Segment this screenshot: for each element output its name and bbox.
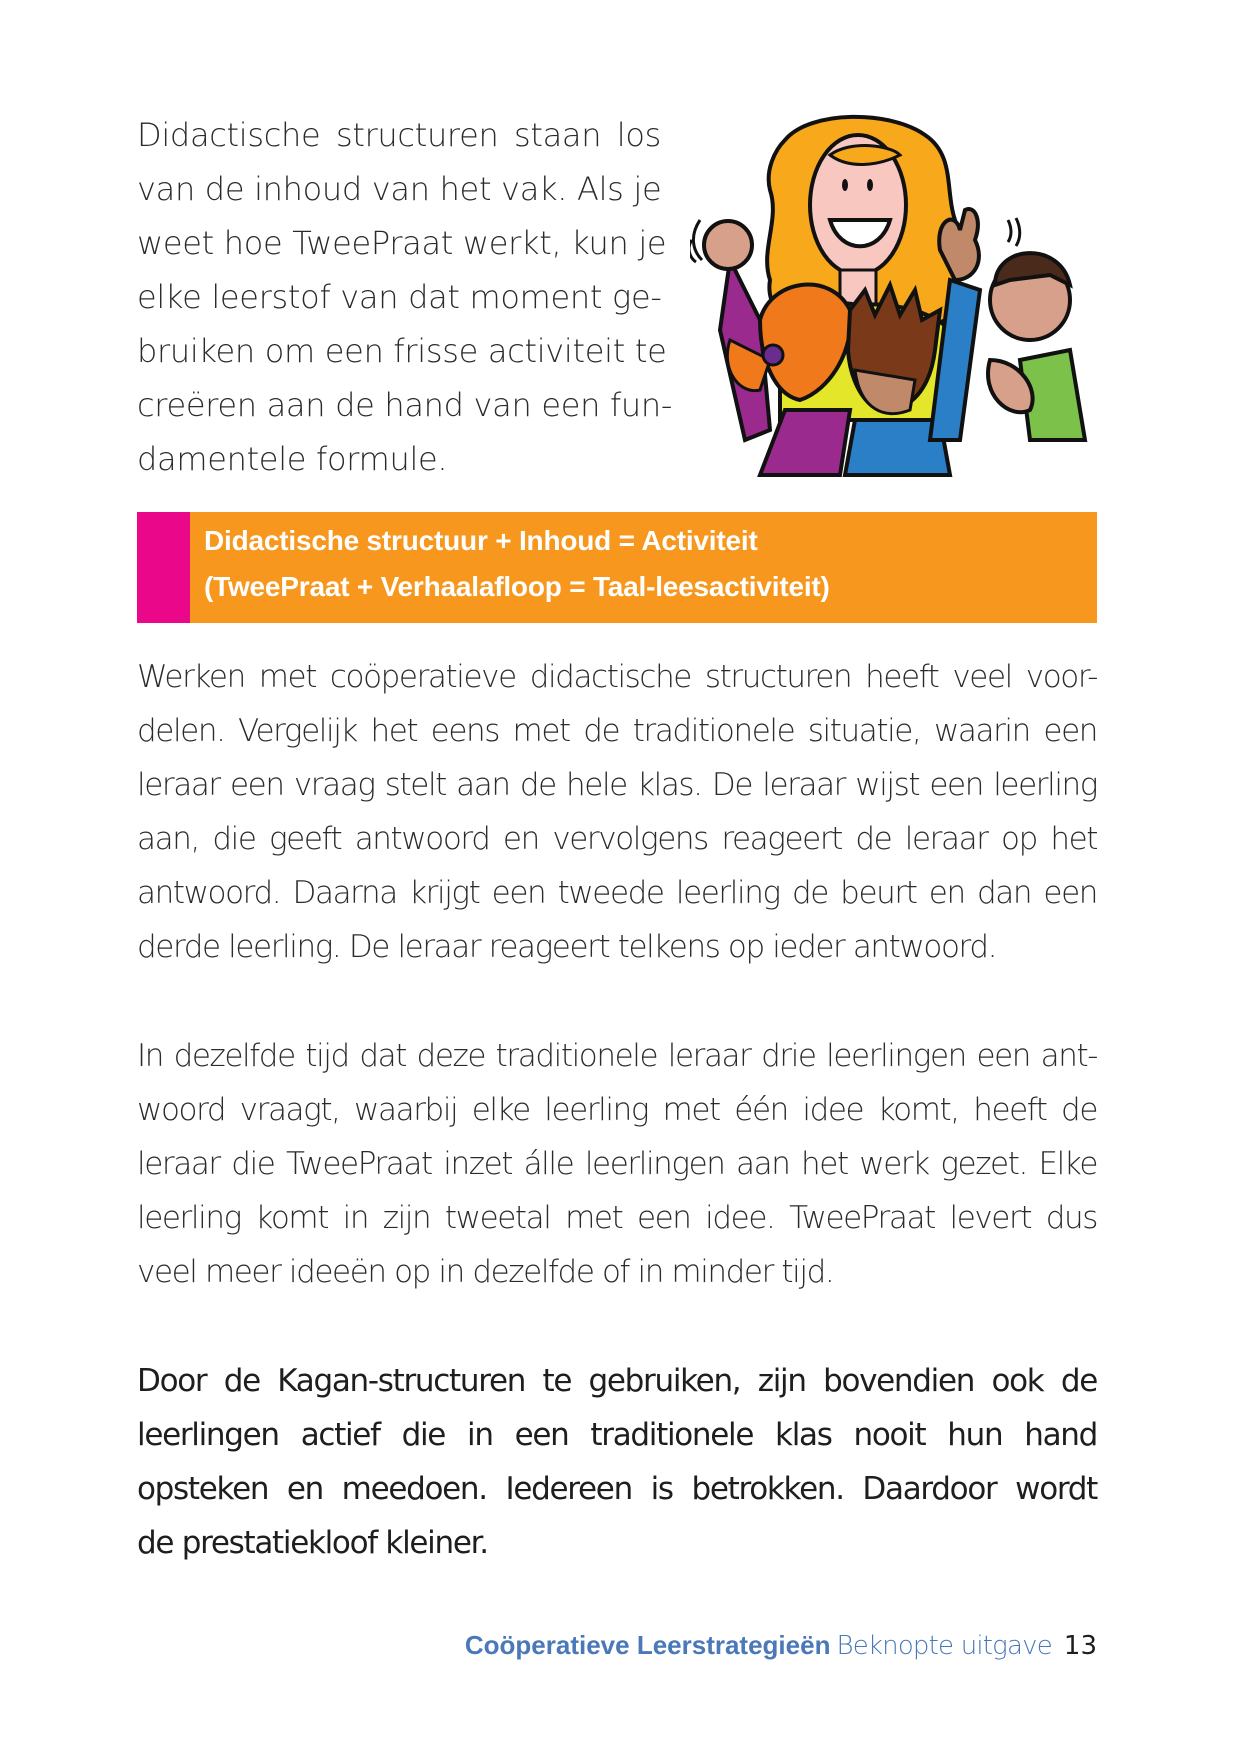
text-line: Didactische structuren staan los — [137, 116, 661, 154]
formula-text: Didactische structuur + Inhoud = Activiteit — [204, 525, 758, 556]
text-line: elke leerstof van dat moment ge- — [137, 278, 662, 316]
text-line: aan, die geeft antwoord en vervolgens reageert de leraar op het — [137, 821, 1097, 857]
formula-callout — [137, 512, 1097, 623]
text-line: Werken met coöperatieve didactische structuren heeft veel voor- — [137, 659, 1097, 695]
text-line: In dezelfde tijd dat deze traditionele leraar drie leerlingen een ant- — [137, 1038, 1097, 1074]
text-line: antwoord. Daarna krijgt een tweede leerling de beurt en dan een — [137, 875, 1097, 911]
intro-paragraph — [137, 108, 673, 486]
text-line: Door de Kagan-structuren te gebruiken, zijn bovendien ook de — [137, 1363, 1097, 1399]
cartoon-image — [690, 110, 1100, 480]
emphasis-paragraph — [137, 1354, 1097, 1570]
text-line: leerlingen actief die in een traditionele klas nooit hun hand — [137, 1417, 1097, 1453]
text-line: weet hoe TweePraat werkt, kun je — [137, 224, 667, 262]
text-line: van de inhoud van het vak. Als je — [137, 170, 662, 208]
cheering-class-illustration — [690, 110, 1100, 480]
text-line: delen. Vergelijk het eens met de traditionele situatie, waarin een — [137, 713, 1097, 749]
text-line: leerling komt in zijn tweetal met een idee. TweePraat levert dus — [137, 1200, 1097, 1236]
formula-example-text: (TweePraat + Verhaalafloop = Taal-leesactiviteit) — [204, 571, 830, 602]
text-line: veel meer ideeën op in dezelfde of in minder tijd. — [137, 1254, 834, 1290]
book-title: Coöperatieve Leerstrategieën — [464, 1630, 831, 1660]
text-line: leraar een vraag stelt aan de hele klas. De leraar wijst een leerling — [137, 767, 1097, 803]
text-line: creëren aan de hand van een fun- — [137, 386, 673, 424]
body-paragraph — [137, 1029, 1097, 1299]
text-line: bruiken om een frisse activiteit te — [137, 332, 667, 370]
body-paragraph — [137, 650, 1097, 974]
text-line: opsteken en meedoen. Iedereen is betrokken. Daardoor wordt — [137, 1471, 1097, 1507]
text-line: leraar die TweePraat inzet álle leerlingen aan het werk gezet. Elke — [137, 1146, 1097, 1182]
text-line: woord vraagt, waarbij elke leerling met één idee komt, heeft de — [137, 1092, 1097, 1128]
text-line: derde leerling. De leraar reageert telkens op ieder antwoord. — [137, 929, 997, 965]
text-line: de prestatiekloof kleiner. — [137, 1525, 488, 1561]
page-footer — [465, 1630, 1097, 1661]
callout-accent-bar — [137, 512, 190, 623]
page-number: 13 — [1063, 1631, 1097, 1661]
text-line: damentele formule. — [137, 440, 448, 478]
edition-label: Beknopte uitgave — [836, 1631, 1052, 1661]
